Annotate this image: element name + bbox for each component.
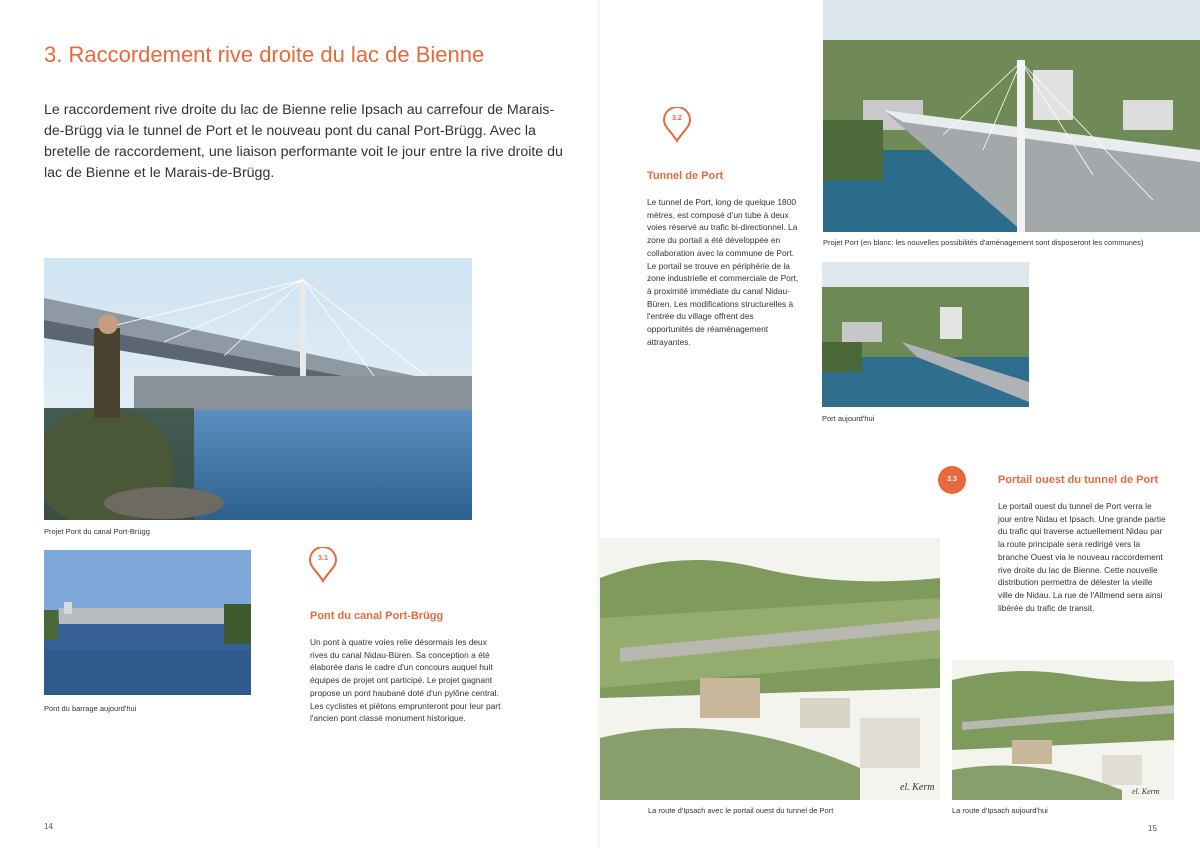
dam-bridge-caption: Pont du barrage aujourd'hui	[44, 704, 137, 713]
ipsach-portal-sketch	[600, 538, 940, 800]
page-number-left: 14	[44, 822, 53, 831]
section-3-1-marker	[308, 547, 338, 583]
section-3-2-marker	[662, 107, 692, 143]
svg-text:el. Kerm: el. Kerm	[1132, 787, 1160, 796]
bridge-project-photo	[44, 258, 472, 520]
port-today-caption: Port aujourd'hui	[822, 414, 875, 423]
port-project-caption: Projet Port (en blanc: les nouvelles possibilités d'aménagement sont disposeront les communes)	[823, 238, 1144, 247]
page-number-right: 15	[1148, 824, 1157, 833]
ipsach-portal-caption: La route d'Ipsach avec le portail ouest du tunnel de Port	[648, 806, 834, 815]
section-3-3-heading: Portail ouest du tunnel de Port	[998, 474, 1159, 486]
section-3-2-text: Le tunnel de Port, long de quelque 1800 mètres, est composé d'un tube à deux voies réservé au trafic bi-directionnel. La zone du portail a été développée en collaboration avec la commune de Port. Le portail se trouve en périphérie de la zone industrielle et commerciale de Port, à proximité immédiate du canal Nidau-Büren. Les modifications structurelles à l'entrée du village offrent des opportunités de réaménagement attrayantes.	[647, 197, 799, 347]
section-3-2-heading: Tunnel de Port	[647, 170, 724, 182]
section-3-1-heading: Pont du canal Port-Brügg	[310, 610, 444, 622]
map-pin-icon	[662, 107, 692, 143]
section-3-3-badge: 3.3	[938, 466, 966, 494]
section-3-2-number: 3.2	[672, 115, 682, 122]
bridge-project-caption: Projet Pont du canal Port-Brügg	[44, 527, 150, 536]
section-3-1-text: Un pont à quatre voies relie désormais les deux rives du canal Nidau-Büren. Sa conception a été élaborée dans le cadre d'un concours auquel huit équipes de projet ont participé. Le projet gagnant propose un pont haubané doté d'un pylône central. Les cyclistes et piétons emprunteront pour leur part l'ancien pont classé monument historique.	[310, 637, 501, 724]
svg-text:el. Kerm: el. Kerm	[900, 782, 935, 793]
dam-bridge-photo	[44, 550, 251, 695]
ipsach-today-caption: La route d'Ipsach aujourd'hui	[952, 806, 1048, 815]
section-3-3-text: Le portail ouest du tunnel de Port verra le jour entre Nidau et Ipsach. Une grande partie du trafic qui traverse actuellement Nidau par la route principale sera redirigé vers la branche Ouest via le nouveau raccordement rive droite du lac de Bienne. Cette nouvelle distribution permettra de délester la vieille ville de Nidau. La rue de l'Allmend sera ainsi libérée du trafic de transit.	[998, 501, 1166, 613]
right-page	[600, 0, 1200, 848]
page-title: 3. Raccordement rive droite du lac de Bienne	[44, 42, 485, 67]
port-today-photo	[822, 262, 1029, 407]
port-project-photo	[823, 0, 1200, 232]
section-3-1-number: 3.1	[318, 555, 328, 562]
ipsach-today-sketch	[952, 660, 1174, 800]
map-pin-icon	[308, 547, 338, 583]
intro-paragraph: Le raccordement rive droite du lac de Bienne relie Ipsach au carrefour de Marais-de-Brügg via le tunnel de Port et le nouveau pont du canal Port-Brügg. Avec la bretelle de raccordement, une liaison performante voit le jour entre la rive droite du lac de Bienne et le Marais-de-Brügg.	[44, 102, 563, 181]
